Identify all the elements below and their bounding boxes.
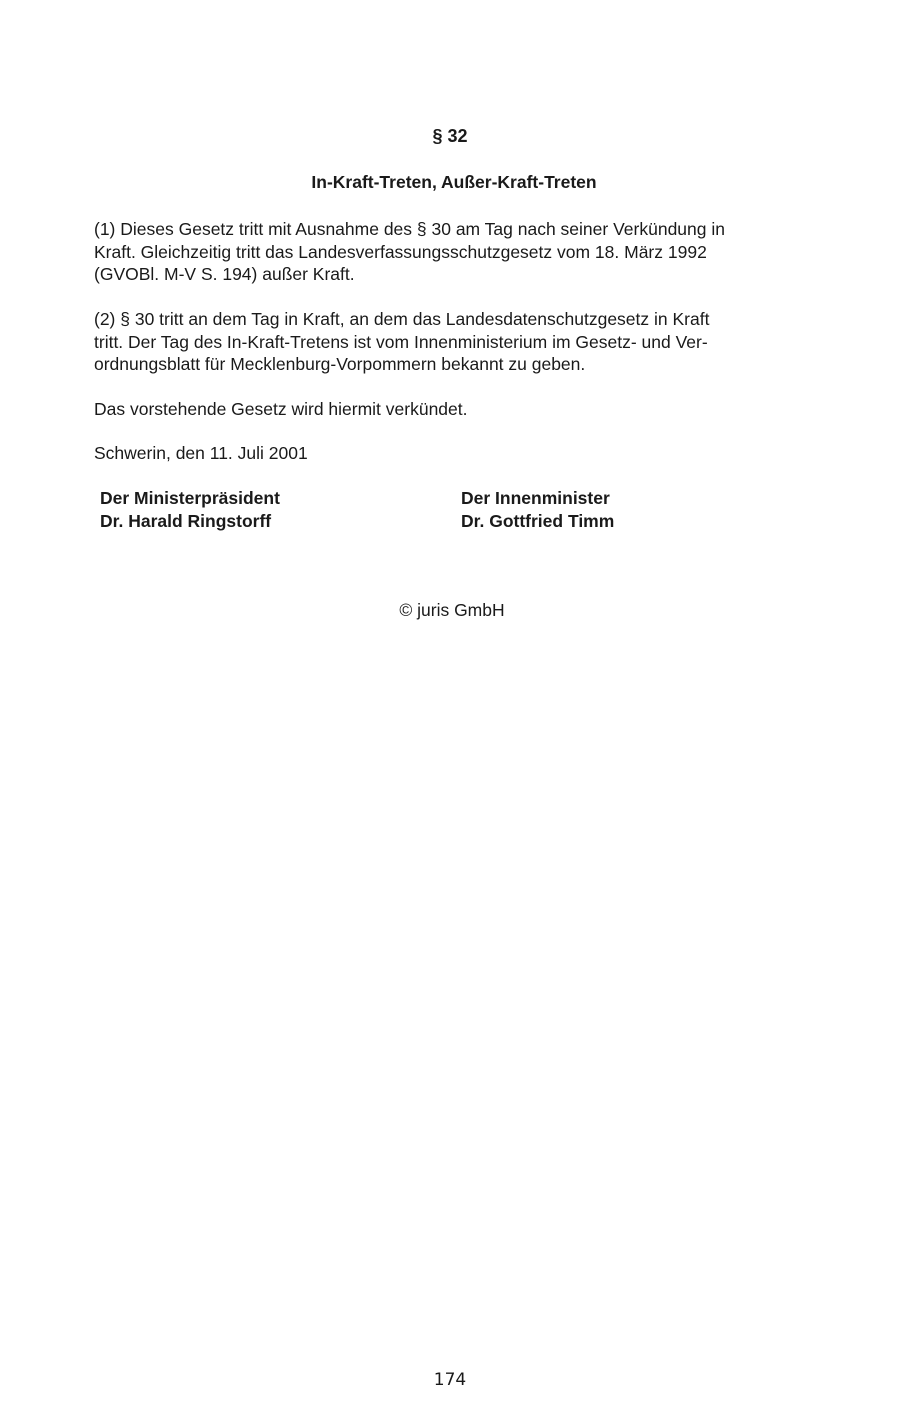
paragraph-2 (94, 308, 814, 376)
paragraph-line: (2) § 30 tritt an dem Tag in Kraft, an dem das Landesdatenschutzgesetz in Kraft (94, 309, 710, 329)
proclamation-text: Das vorstehende Gesetz wird hiermit verkündet. (94, 399, 468, 419)
place-date: Schwerin, den 11. Juli 2001 (94, 443, 308, 463)
signatory-office: Der Innenminister (461, 488, 610, 508)
signature-block-right (461, 487, 614, 533)
signature-block-left (100, 487, 280, 533)
copyright-notice: © juris GmbH (399, 600, 505, 620)
paragraph-line: (1) Dieses Gesetz tritt mit Ausnahme des § 30 am Tag nach seiner Verkündung in (94, 219, 725, 239)
signatory-name: Dr. Gottfried Timm (461, 511, 615, 531)
paragraph-line: tritt. Der Tag des In-Kraft-Tretens ist vom Innenministerium im Gesetz- und Ver- (94, 331, 708, 352)
section-number: § 32 (432, 126, 468, 146)
signatory-name: Dr. Harald Ringstorff (100, 511, 272, 531)
section-title: In-Kraft-Treten, Außer-Kraft-Treten (311, 172, 597, 192)
signatory-office: Der Ministerpräsident (100, 488, 280, 508)
paragraph-1 (94, 218, 814, 286)
paragraph-line: ordnungsblatt für Mecklenburg-Vorpommern bekannt zu geben. (94, 354, 586, 374)
paragraph-line: Kraft. Gleichzeitig tritt das Landesverfassungsschutzgesetz vom 18. März 1992 (94, 241, 707, 262)
page-number: 174 (433, 1370, 467, 1390)
paragraph-line: (GVOBl. M-V S. 194) außer Kraft. (94, 264, 355, 284)
